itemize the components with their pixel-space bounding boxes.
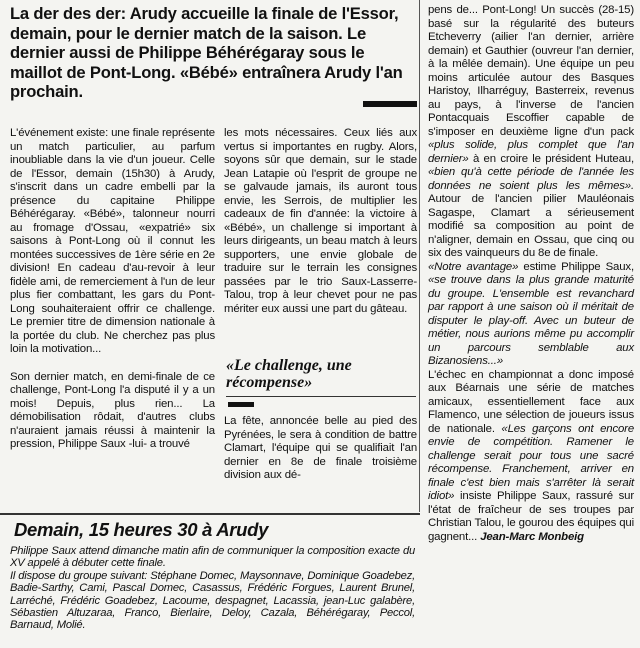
article-column-3 <box>428 4 634 544</box>
col2-paragraph-1: les mots nécessaires. Ceux liés aux vertus si importantes en rugby. Alors, soyons sûr que demain, sur le stade Jean Latapie où l'esprit de groupe ne se galvaude jamais, ils auront tous envie, les Serrois, de multiplier les cadeaux de fin d'année: la victoire à «Bébé», un challenge si important à leurs dirigeants, un beau match à leurs supporters, une envie globale de traduire sur le terrain les consignes passées par le trio Saux-Lasserre-Talou, trop à leur chevet pour ne pas mériter eux aussi une part du gâteau. <box>224 127 417 315</box>
box-paragraph-1: Philippe Saux attend dimanche matin afin de communiquer la composition exacte du XV appelé à débuter cette finale. <box>10 545 415 570</box>
col3-quote-4: «se trouve dans la plus grande maturité du groupe. L'ensemble est revanchard par rapport à une saison où il méritait de disputer le play-off. Avec un buteur de métier, nous aurions même pu accomplir un parcours semblable aux Bizanosiens...» <box>428 274 634 367</box>
author-signature: Jean-Marc Monbeig <box>480 530 584 543</box>
article-column-2-continued <box>224 415 417 483</box>
col3-paragraph-2 <box>428 261 634 369</box>
col3-paragraph-3 <box>428 369 634 545</box>
col3-text-1: pens de... Pont-Long! Un succès (28-15) basé sur la régularité des buteurs Etcheverry (ailier l'an dernier, arrière demain) et Gauthier (ouvreur l'an dernier, à la mêlée demain). Une équipe un peu moins articulée autour des Basques Haristoy, Ilharréguy, Basterreix, revenus au pays, à l'inverse de l'ancien Pontacquais Escoffier capable de s'imposer en deuxième ligne d'un pack <box>428 4 634 138</box>
column-divider <box>419 0 420 512</box>
col2-paragraph-2: La fête, annoncée belle au pied des Pyrénées, le sera à condition de battre Clamart, l'équipe qui se qualifiait l'an dernier en 8e de finale troisième division aux dé- <box>224 415 417 481</box>
col3-text-4: insiste Philippe Saux, rassuré sur l'état de fraîcheur de ses troupes par Christian Talou, le gourou des équipes qui gagnent... <box>428 490 635 543</box>
headline: La der des der: Arudy accueille la finale de l'Essor, demain, pour le dernier match de la saison. Le dernier aussi de Philippe Béhérégaray sous le maillot de Pont-Long. «Bébé» entraînera Arudy l'an prochain. <box>10 4 403 102</box>
box-title: Demain, 15 heures 30 à Arudy <box>14 519 269 540</box>
col3-paragraph-1 <box>428 4 634 261</box>
col1-paragraph-1: L'événement existe: une finale représente un match particulier, au parfum inoubliable dans la vie d'un joueur. Celle de l'Essor, demain (15h30) à Arudy, s'inscrit dans un cadre embelli par la présence du capitaine Philippe Béhérégaray. «Bébé», talonneur nourri au fromage d'Ossau, «expatrié» six saisons à Pont-Long où il connut les montées successives de 1ère série en 2e division! En cadeau d'au-revoir à leur fidèle ami, de remerciement à l'un de leur plus fier combattant, les gars du Pont-Long souhaiteraient offrir ce challenge. Le premier titre de dimension nationale à la portée du club. Ne cherchez pas plus loin la motivation... <box>10 127 215 355</box>
col3-text-1c: Autour de l'ancien pilier Mauléonais Sagaspe, Clamart a sérieusement modifié sa composition au point de n'aligner, demain en Ossau, que cinq ou six des vainqueurs du 8e de finale. <box>428 193 634 259</box>
col1-paragraph-2: Son dernier match, en demi-finale de ce challenge, Pont-Long l'a disputé il y a un mois! Depuis, plus rien... La démobilisation rôdait, d'autres clubs n'auraient jamais réussi à maintenir la pression, Philippe Saux -lui- a trouvé <box>10 370 215 450</box>
col3-quote-2: «bien qu'à cette période de l'année les données ne soient plus les mêmes». <box>428 166 634 192</box>
box-paragraph-2: Il dispose du groupe suivant: Stéphane Domec, Maysonnave, Dominique Goadebez, Badie-Sarthy, Cami, Pascal Domec, Casassus, Frédéric Forgues, Laurent Brunel, Larréché, Frédéric Goadebez, Lacoume, despagnet, Lacassia, jean-Luc galabère, Sébastien Altuzaraa, Franco, Bierlaire, Deloy, Cazala, Béhérégaray, Peccol, Barnaud, Molié. <box>10 569 415 632</box>
col3-text-1b: à en croire le président Huteau, <box>472 152 634 165</box>
col3-quote-1: «plus solide, plus complet que l'an dernier» <box>428 139 634 165</box>
col3-quote-5: «Les garçons ont encore envie de compétition. Ramener le challenge serait pour tous une sacré récompense. Franchement, arriver en finale c'est bien mais s'arrêter là serait idiot» <box>428 422 635 502</box>
col3-text-2: estime Philippe Saux, <box>523 260 634 273</box>
pull-quote-rule <box>226 396 416 397</box>
col3-text-3: L'échec en championnat a donc imposé aux Béarnais une série de matches amicaux, essentiellement face aux Flamenco, une sélection de joueurs issus de nationale. <box>428 368 634 435</box>
box-text <box>10 545 415 632</box>
pull-quote: «Le challenge, une récompense» <box>226 357 352 391</box>
box-top-rule <box>0 513 420 515</box>
col3-quote-3: «Notre avantage» <box>428 260 519 273</box>
headline-rule <box>363 101 417 107</box>
article-column-2 <box>224 127 417 316</box>
article-column-1 <box>10 127 215 452</box>
pull-quote-bar <box>228 402 254 407</box>
